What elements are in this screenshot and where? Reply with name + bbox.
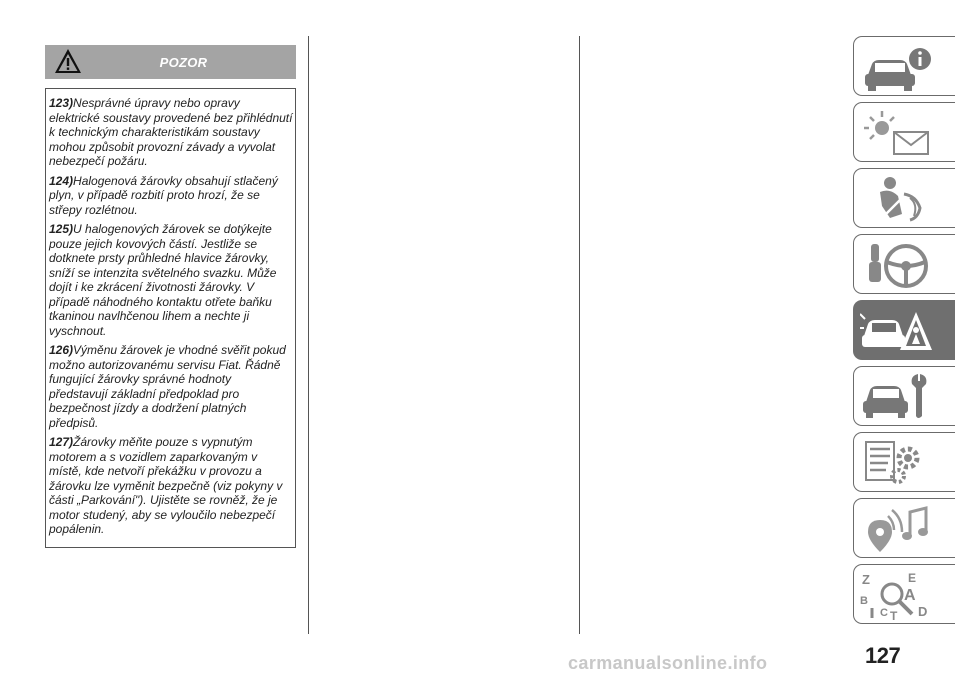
warning-text	[49, 96, 293, 542]
car-breakdown-warning-icon	[860, 306, 932, 356]
warning-box	[45, 88, 296, 548]
watermark: carmanualsonline.info	[568, 653, 768, 673]
warning-item	[49, 96, 293, 169]
tab-car-info[interactable]	[853, 36, 955, 96]
tab-lights-warnings[interactable]	[853, 102, 955, 162]
seat-safety-icon	[860, 174, 932, 224]
item-number: 127)	[49, 435, 74, 449]
index-letter: E	[908, 571, 917, 585]
tab-maintenance[interactable]	[853, 366, 955, 426]
item-text: Halogenová žárovky obsahují stlačený plyn, v případě rozbití proto hrozí, že se střepy rozlétnou.	[49, 173, 278, 217]
index-letter: D	[918, 604, 928, 619]
warning-item	[49, 343, 293, 430]
specs-gears-icon	[860, 438, 932, 488]
item-text: Nesprávné úpravy nebo opravy elektrické soustavy provedené bez přihlédnutí k technickým charakteristikám soustavy mohou způsobit provozní závady a vyvolat nebezpečí požáru.	[49, 96, 293, 168]
item-number: 123)	[49, 96, 74, 110]
item-number: 125)	[49, 222, 74, 236]
index-letter: A	[904, 587, 916, 604]
item-text: U halogenových žárovek se dotýkejte pouze jejich kovových částí. Jestliže se dotknete prsty průhledné hlavice žárovky, sníží se intenzita světelného svazku. Může dojít i ke zkrácení životnosti žárovky. V případě náhodného kontaktu otřete baňku tkaninou navlhčenou lihem a nechte ji vyschnout.	[49, 222, 277, 338]
item-number: 126)	[49, 343, 74, 357]
column-divider	[579, 36, 580, 634]
tab-emergency[interactable]	[853, 300, 955, 360]
item-number: 124)	[49, 173, 74, 188]
alphabetical-index-icon	[860, 570, 932, 620]
item-text: Výměnu žárovek je vhodné svěřit pokud možno autorizovanému servisu Fiat. Řádně fungující žárovky správné hodnoty představují základní předpoklad pro bezpečnost jízdy a dodržení platných předpisů.	[49, 343, 286, 430]
index-letter: T	[890, 609, 898, 620]
tab-multimedia[interactable]	[853, 498, 955, 558]
page-number: 127	[865, 643, 901, 668]
car-maintenance-icon	[860, 372, 932, 422]
warning-item	[49, 174, 293, 218]
warning-item	[49, 222, 293, 338]
tab-index[interactable]	[853, 564, 955, 624]
tab-starting-driving[interactable]	[853, 234, 955, 294]
multimedia-icon	[860, 504, 932, 554]
car-info-icon	[860, 42, 932, 92]
key-steering-wheel-icon	[860, 240, 932, 290]
item-text: Žárovky měňte pouze s vypnutým motorem a s vozidlem zaparkovaným v místě, kde netvoří překážku v provozu a žárovku lze vyměnit bezpečně (viz pokyny v části „Parkování"). Ujistěte se rovněž, že je motor studený, aby se vyloučilo nebezpečí popálenin.	[49, 435, 283, 536]
warning-title: POZOR	[159, 55, 208, 70]
index-letter: C	[880, 607, 888, 619]
lights-warning-icon	[860, 108, 932, 158]
tab-technical-data[interactable]	[853, 432, 955, 492]
tab-safety[interactable]	[853, 168, 955, 228]
warning-item	[49, 435, 293, 537]
index-letter: Z	[862, 572, 870, 587]
column-divider	[308, 36, 309, 634]
index-letter: B	[860, 595, 868, 607]
warning-header	[45, 45, 296, 79]
